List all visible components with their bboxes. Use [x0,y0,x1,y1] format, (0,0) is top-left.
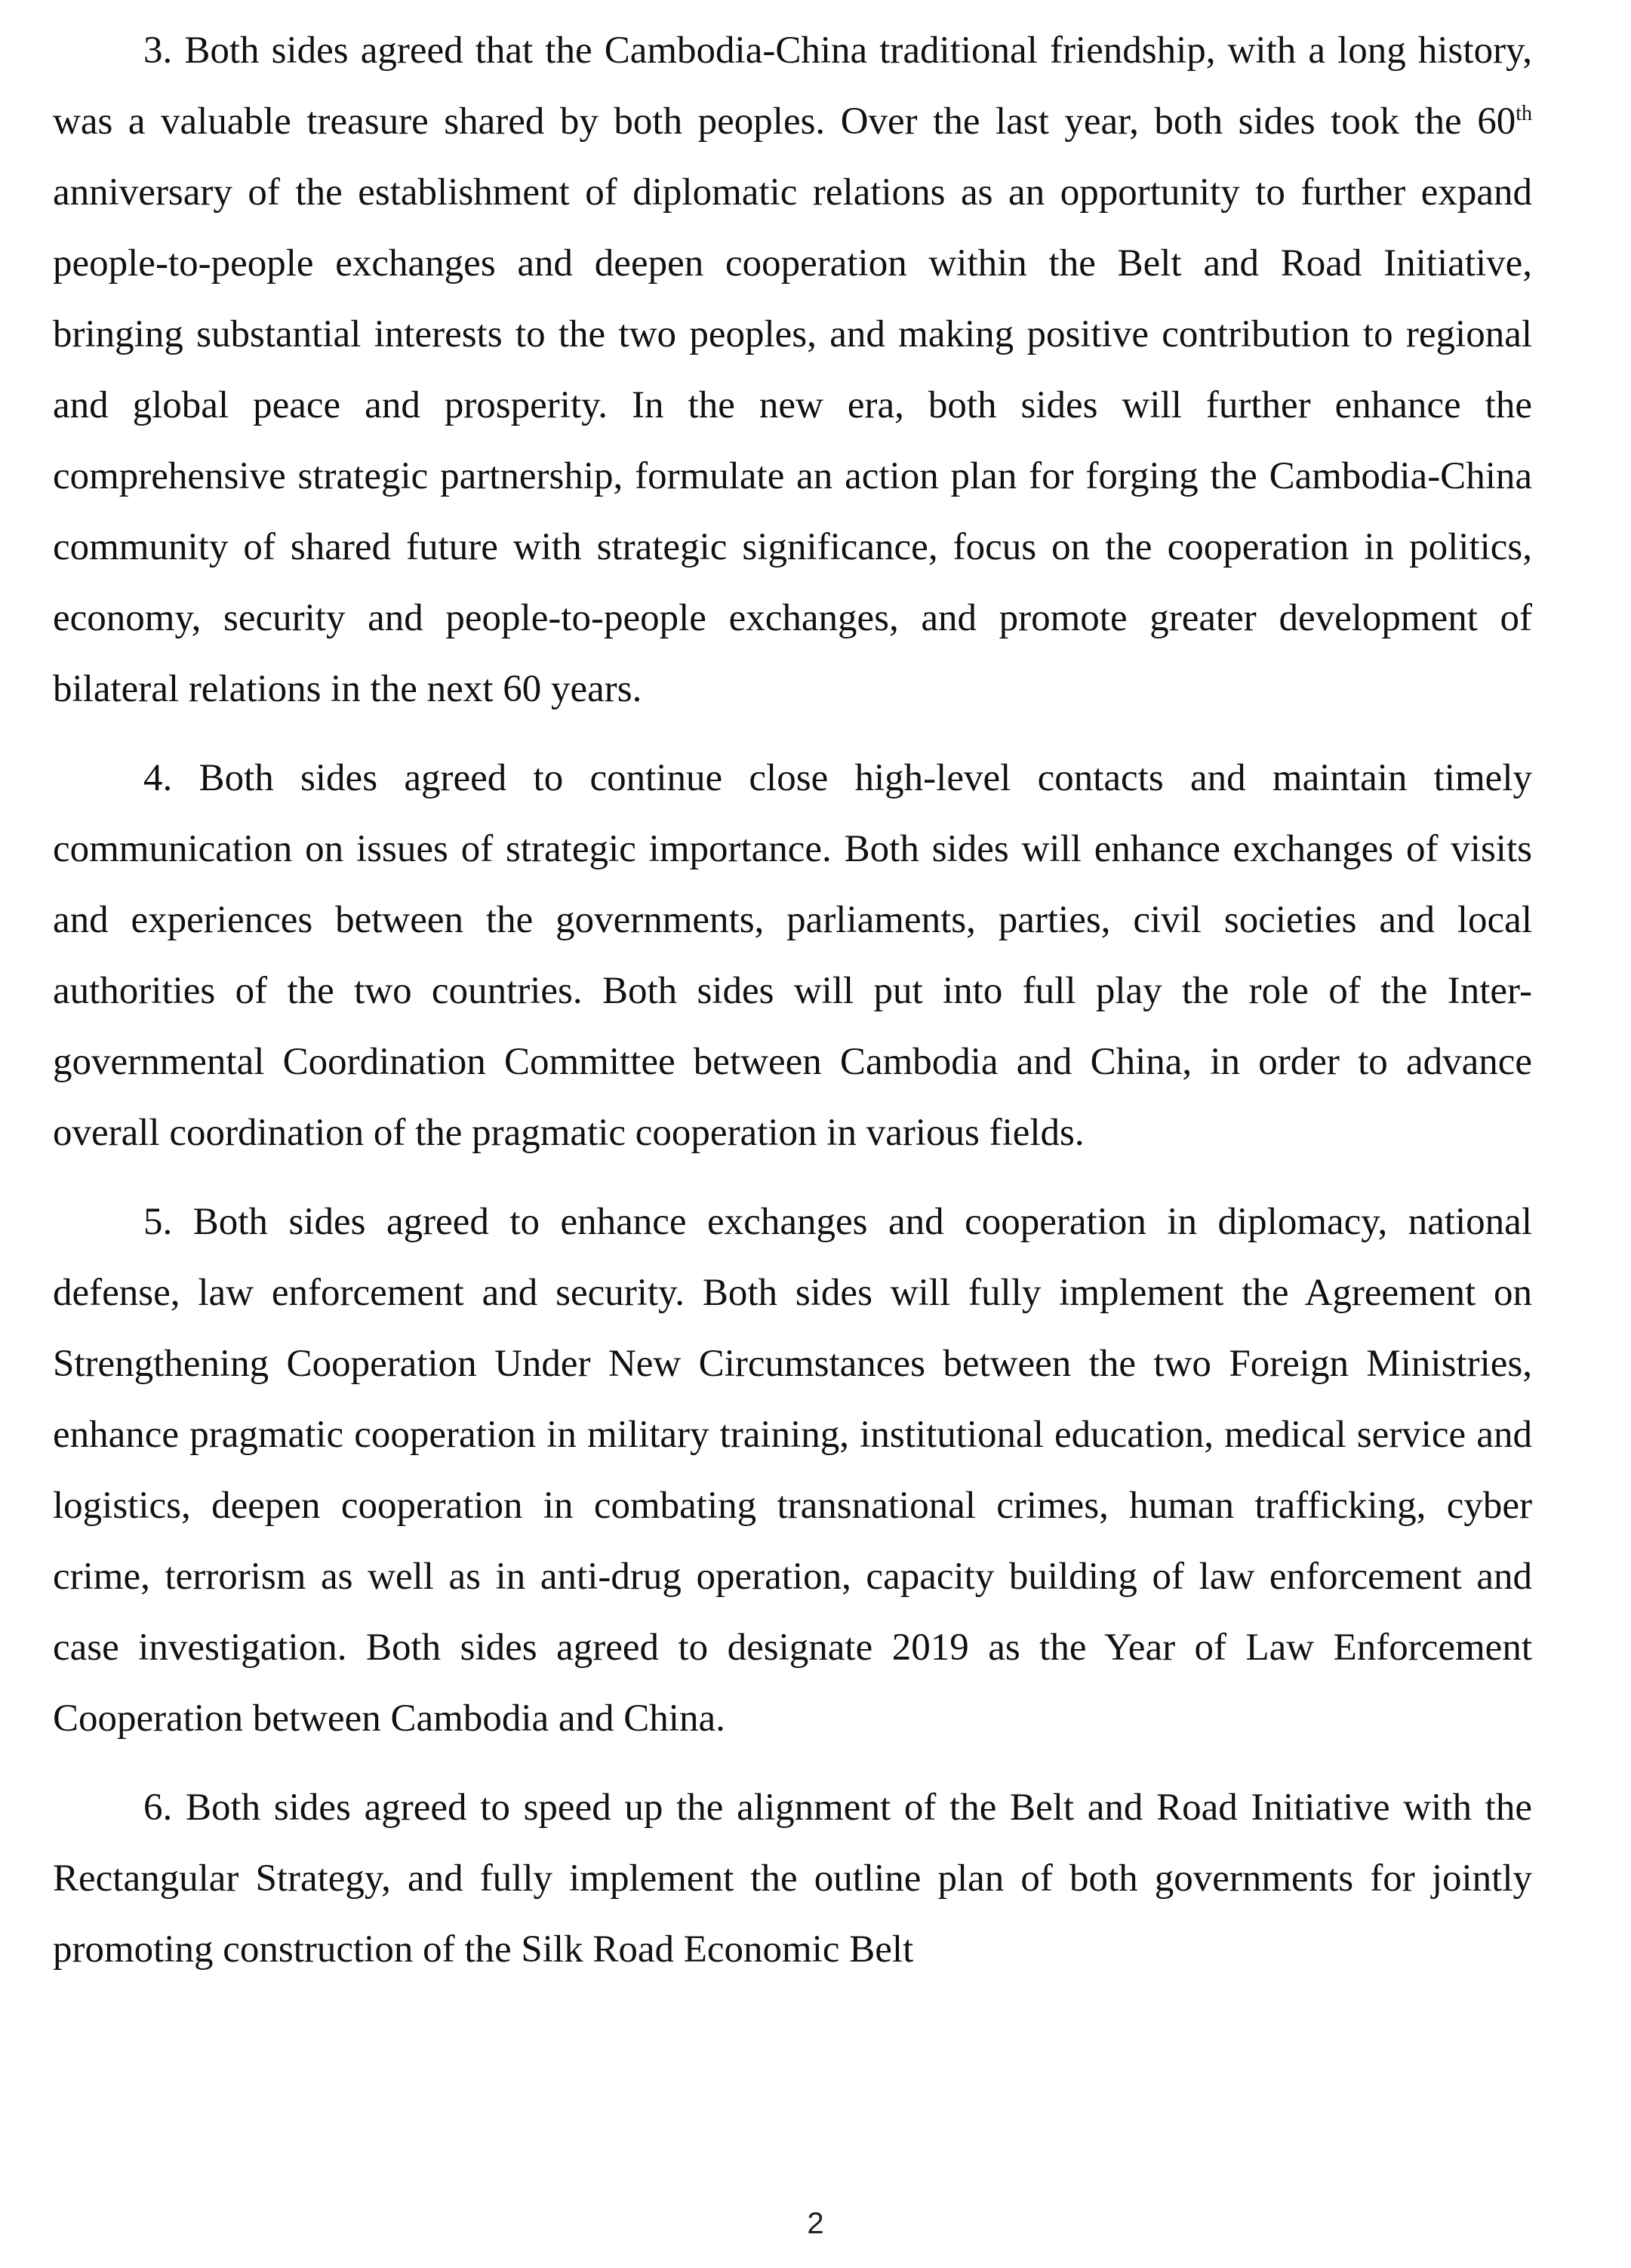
paragraph-3-text-end: anniversary of the establishment of diplomatic relations as an opportunity to further expand people-to-people exchanges and deepen cooperation within the Belt and Road Initiative, bringing substantial interests to the two peoples, and making positive contribution to regional and global peace and prosperity. In the new era, both sides will further enhance the comprehensive strategic partnership, formulate an action plan for forging the Cambodia-China community of shared future with strategic significance, focus on the cooperation in politics, economy, security and people-to-people exchanges, and promote greater development of bilateral relations in the next 60 years. [53,171,1532,710]
paragraph-3 [53,15,1532,725]
paragraph-3-text-start: 3. Both sides agreed that the Cambodia-China traditional friendship, with a long history, was a valuable treasure shared by both peoples. Over the last year, both sides took the 60 [53,29,1532,143]
ordinal-suffix: th [1516,102,1532,125]
paragraph-4: 4. Both sides agreed to continue close high-level contacts and maintain timely communication on issues of strategic importance. Both sides will enhance exchanges of visits and experiences between the governments, parliaments, parties, civil societies and local authorities of the two countries. Both sides will put into full play the role of the Inter-governmental Coordination Committee between Cambodia and China, in order to advance overall coordination of the pragmatic cooperation in various fields. [53,757,1532,1154]
paragraph-6: 6. Both sides agreed to speed up the alignment of the Belt and Road Initiative with the Rectangular Strategy, and fully implement the outline plan of both governments for jointly promoting construction of the Silk Road Economic Belt [53,1786,1532,1971]
paragraph-5: 5. Both sides agreed to enhance exchanges and cooperation in diplomacy, national defense, law enforcement and security. Both sides will fully implement the Agreement on Strengthening Cooperation Under New Circumstances between the two Foreign Ministries, enhance pragmatic cooperation in military training, institutional education, medical service and logistics, deepen cooperation in combating transnational crimes, human trafficking, cyber crime, terrorism as well as in anti-drug operation, capacity building of law enforcement and case investigation. Both sides agreed to designate 2019 as the Year of Law Enforcement Cooperation between Cambodia and China. [53,1201,1532,1740]
page-number: 2 [807,2207,824,2240]
document-body [53,15,1532,2003]
